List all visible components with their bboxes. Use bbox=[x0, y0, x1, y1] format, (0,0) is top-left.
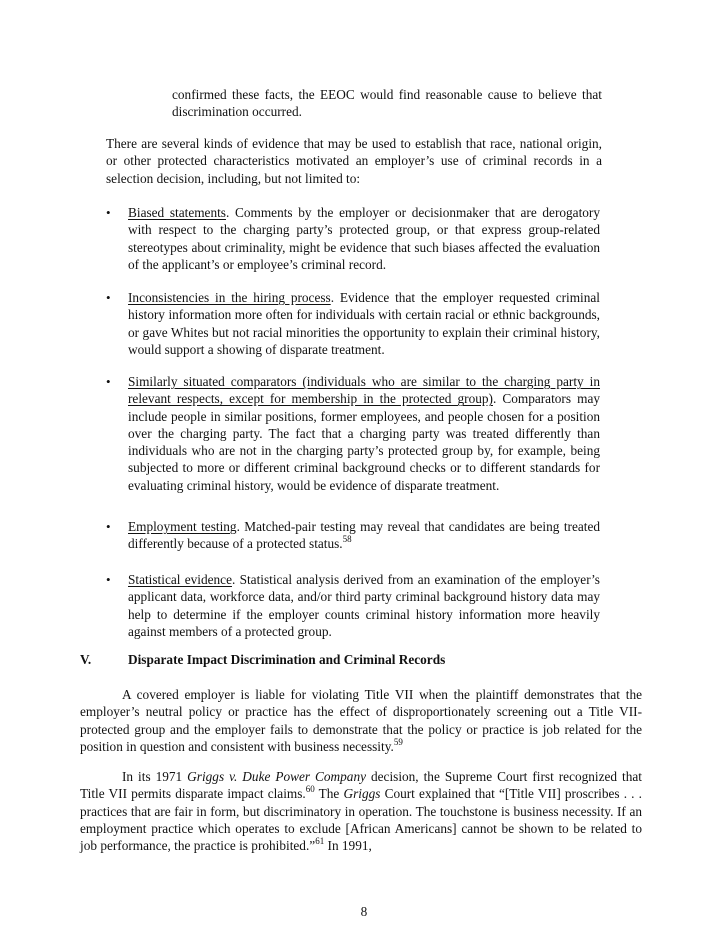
text-run: Court explained that “[Title VII] proscribes . . . practices that are fair in form, but discriminatory in operation. The touchstone is business necessity. If an employment practice which operates to exclude [African Americans] cannot be shown to be related to job performance, the practice is prohibited.” bbox=[80, 786, 642, 854]
bullet-label: Inconsistencies in the hiring process bbox=[128, 290, 331, 305]
bullet-text bbox=[128, 373, 600, 494]
bullet-label: Biased statements bbox=[128, 205, 226, 220]
text-run: In its 1971 bbox=[122, 769, 188, 784]
bullet-text bbox=[128, 204, 600, 273]
bullet-body: . Comparators may include people in similar positions, former employees, and people chosen for a position over the charging party. The fact that a charging party was treated differently than individuals who are not in the charging party’s protected group by, for example, being subjected to more or different criminal background checks or to different standards for evaluating criminal history, would be evidence of disparate treatment. bbox=[128, 391, 600, 493]
bullet-label: Statistical evidence bbox=[128, 572, 232, 587]
footnote-ref[interactable]: 61 bbox=[315, 836, 325, 847]
bullet-text bbox=[128, 518, 600, 553]
bullet-body: . Evidence that the employer requested criminal history information more often for individuals with certain racial or ethnic backgrounds, or gave Whites but not racial minorities the opportunity to explain their criminal history, would support a showing of disparate treatment. bbox=[128, 290, 600, 357]
bullet-text bbox=[128, 571, 600, 640]
section-title: Disparate Impact Discrimination and Criminal Records bbox=[128, 652, 446, 667]
bullet-body: . Comments by the employer or decisionmaker that are derogatory with respect to the charging party’s protected group, or that express group-related stereotypes about criminality, might be evidence that such biases affected the evaluation of the applicant’s or employee’s criminal record. bbox=[128, 205, 600, 272]
paragraph-text bbox=[80, 686, 642, 755]
intro-text: There are several kinds of evidence that may be used to establish that race, national origin, or other protected characteristics motivated an employer’s use of criminal records in a selection decision, including, but not limited to: bbox=[106, 136, 602, 186]
footnote-ref[interactable]: 60 bbox=[305, 784, 315, 795]
footnote-ref[interactable]: 58 bbox=[342, 534, 352, 545]
bullet-label: Employment testing bbox=[128, 519, 237, 534]
paragraph-text bbox=[80, 768, 642, 854]
footnote-ref[interactable]: 59 bbox=[393, 736, 403, 747]
block-quote-continuation bbox=[172, 86, 602, 121]
bullet-icon: • bbox=[106, 205, 111, 220]
section-number: V. bbox=[80, 652, 92, 667]
bullet-icon: • bbox=[106, 374, 111, 389]
case-name: Griggs v. Duke Power Company bbox=[187, 769, 367, 784]
section-heading bbox=[80, 651, 640, 668]
paragraph-griggs bbox=[80, 768, 642, 854]
paragraph-disparate-impact bbox=[80, 686, 642, 755]
text-run: The bbox=[314, 786, 344, 802]
quote-text: confirmed these facts, the EEOC would find reasonable cause to believe that discrimination occurred. bbox=[172, 87, 602, 120]
intro-paragraph bbox=[106, 135, 602, 187]
text-run: decision, the Supreme Court first recognized that Title VII permits disparate impact claims. bbox=[80, 769, 642, 802]
bullet-text bbox=[128, 289, 600, 358]
bullet-body: . Statistical analysis derived from an examination of the employer’s applicant data, workforce data, and/or third party criminal background history data may help to determine if the employer counts criminal history information more heavily against members of a protected group. bbox=[128, 572, 600, 639]
bullet-icon: • bbox=[106, 290, 111, 305]
bullet-body: . Matched-pair testing may reveal that candidates are being treated differently because of a protected status. bbox=[128, 519, 600, 552]
page-number: 8 bbox=[360, 904, 368, 919]
paragraph-body: A covered employer is liable for violating Title VII when the plaintiff demonstrates that the employer’s neutral policy or practice has the effect of disproportionately screening out a Title VII-protected group and the employer fails to demonstrate that the policy or practice is job related for the position in question and consistent with business necessity. bbox=[80, 687, 642, 754]
bullet-icon: • bbox=[106, 519, 111, 534]
text-run: In 1991, bbox=[324, 838, 372, 854]
case-name-short: Griggs bbox=[343, 786, 381, 802]
bullet-icon: • bbox=[106, 572, 111, 587]
bullet-label: Similarly situated comparators (individuals who are similar to the charging party in relevant respects, except for membership in the protected group) bbox=[128, 374, 600, 407]
